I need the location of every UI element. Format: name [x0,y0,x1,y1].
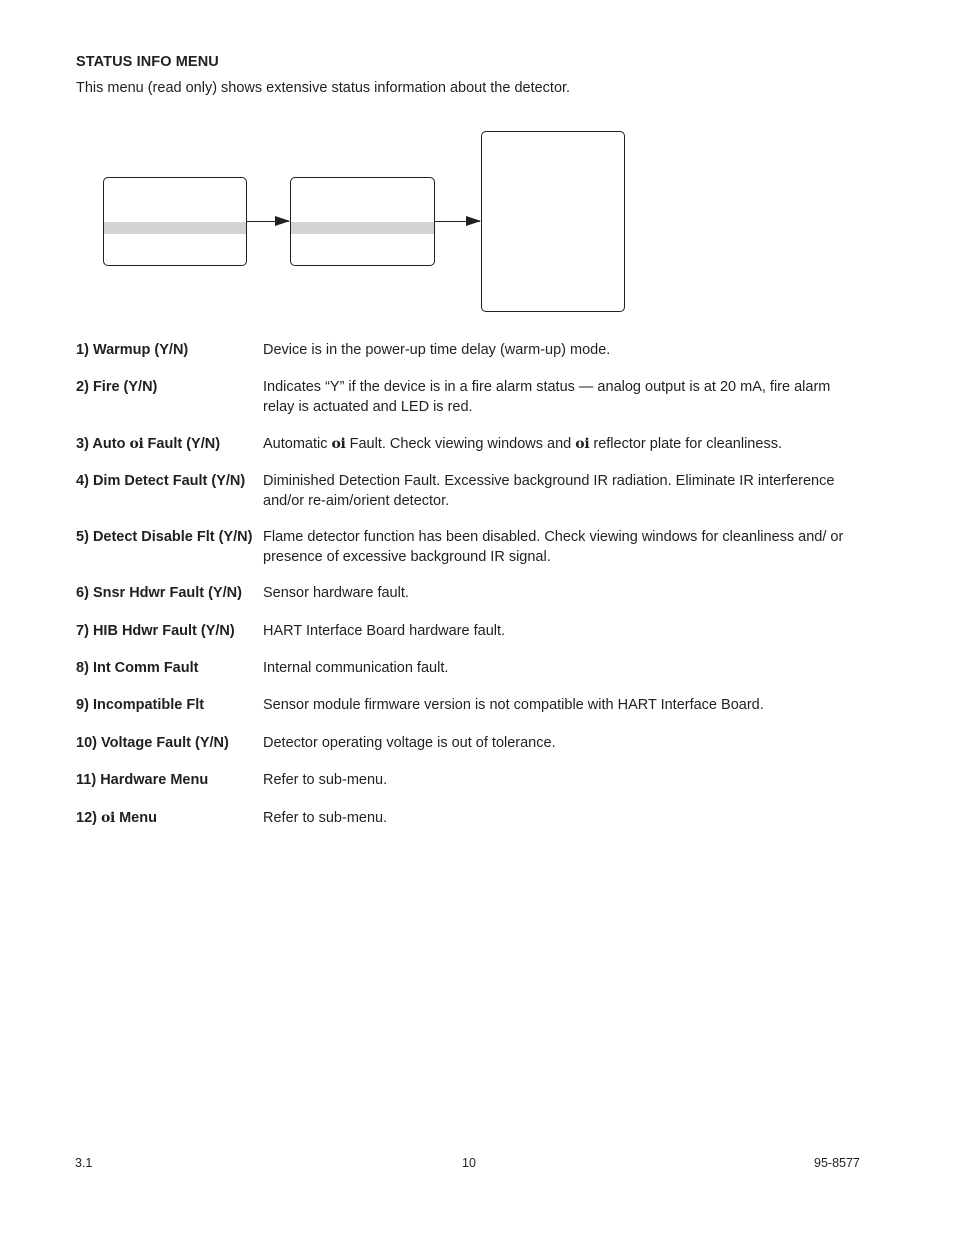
desc-part: reflector plate for cleanliness. [593,436,782,452]
item-term [76,771,263,791]
menu-box-2 [290,177,435,266]
item-term [76,696,263,716]
menu-box-1 [103,177,247,266]
arrow-right-icon [435,221,480,222]
oi-logo-icon: oi [331,436,346,452]
item-number: 8) [76,660,89,676]
list-item [76,734,866,754]
footer-revision: 3.1 [75,1156,93,1170]
desc-part: Automatic [263,436,328,452]
item-number: 4) [76,473,89,489]
list-item [76,659,866,679]
item-term [76,528,263,567]
item-number: 3) [76,436,89,452]
arrow-right-icon [247,221,289,222]
item-description: Detector operating voltage is out of tolerance. [263,735,556,751]
list-item [76,771,866,791]
item-description: Flame detector function has been disabled. Check viewing windows for cleanliness and/ or presence of excessive background IR signal. [263,529,844,565]
item-term [76,622,263,642]
item-label: Int Comm Fault [92,660,199,676]
item-term [76,341,263,361]
footer-page-number: 10 [462,1156,476,1170]
item-term [76,472,263,511]
item-description: HART Interface Board hardware fault. [263,623,506,639]
item-number: 10) [76,735,97,751]
item-description [263,435,863,455]
list-item [76,528,866,567]
item-number: 6) [76,585,89,601]
list-item [76,584,866,604]
item-term [76,734,263,754]
item-label: Auto [92,436,126,452]
item-label: HIB Hdwr Fault (Y/N) [92,623,235,639]
item-label: Dim Detect Fault (Y/N) [92,473,246,489]
item-description: Diminished Detection Fault. Excessive background IR radiation. Eliminate IR interference and/or re-aim/orient detector. [263,473,835,509]
item-label: Incompatible Flt [92,697,205,713]
section-title: STATUS INFO MENU [76,54,219,70]
status-items-box [481,131,625,312]
desc-part: Fault. Check viewing windows and [349,436,572,452]
list-item [76,378,866,417]
item-description: Refer to sub-menu. [263,772,388,788]
item-label: Snsr Hdwr Fault (Y/N) [92,585,242,601]
item-description: Device is in the power-up time delay (warm-up) mode. [263,342,611,358]
oi-logo-icon: oi [129,436,144,452]
item-label: Warmup (Y/N) [92,342,189,358]
list-item [76,435,866,455]
item-number: 1) [76,342,89,358]
item-description: Sensor hardware fault. [263,585,409,601]
item-term [76,378,263,417]
list-item [76,341,866,361]
item-term [76,659,263,679]
footer-doc-number: 95-8577 [814,1156,860,1170]
highlight-band [291,222,434,234]
item-label: Fire (Y/N) [92,379,158,395]
item-label: Hardware Menu [100,772,209,788]
highlight-band [104,222,246,234]
list-item [76,809,866,829]
item-description: Indicates “Y” if the device is in a fire alarm status — analog output is at 20 mA, fire alarm relay is actuated and LED is red. [263,379,831,415]
item-number: 11) [76,772,97,788]
oi-logo-icon: oi [101,810,116,826]
item-number: 12) [76,810,97,826]
item-term [76,584,263,604]
item-description: Sensor module firmware version is not compatible with HART Interface Board. [263,697,764,713]
list-item [76,472,866,511]
item-term [76,809,263,829]
section-intro: This menu (read only) shows extensive status information about the detector. [76,80,571,96]
item-label: Fault (Y/N) [147,436,221,452]
item-number: 7) [76,623,89,639]
item-number: 9) [76,697,89,713]
item-number: 5) [76,529,89,545]
item-label: Menu [119,810,157,826]
item-label: Detect Disable Flt (Y/N) [92,529,253,545]
list-item [76,622,866,642]
item-label: Voltage Fault (Y/N) [101,735,229,751]
list-item [76,696,866,716]
item-description: Refer to sub-menu. [263,810,388,826]
item-term [76,435,263,455]
item-number: 2) [76,379,89,395]
item-description: Internal communication fault. [263,660,449,676]
oi-logo-icon: oi [575,436,590,452]
